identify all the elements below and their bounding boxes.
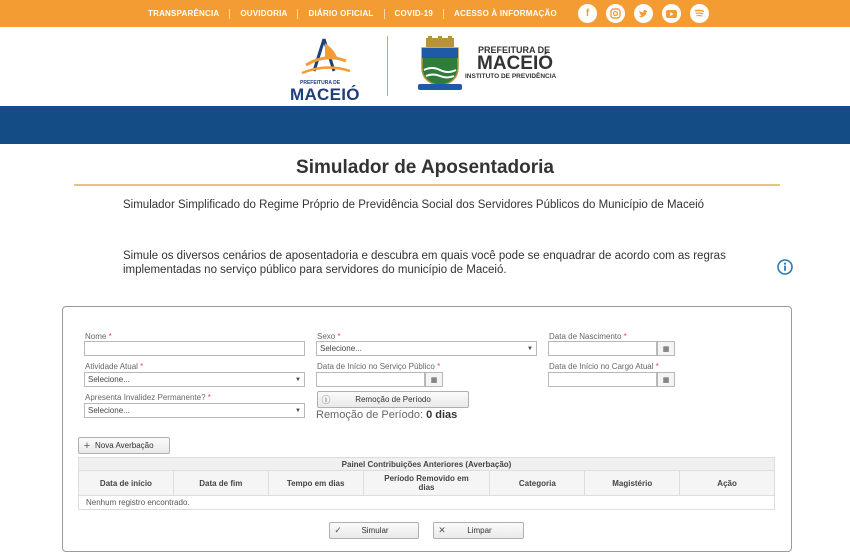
nova-averbacao-label: Nova Averbação bbox=[95, 441, 154, 450]
prefeitura-line2: MACEIÓ bbox=[477, 53, 553, 74]
inicio-servico-input[interactable] bbox=[316, 372, 425, 387]
top-bar bbox=[0, 0, 850, 27]
header-divider bbox=[387, 36, 388, 96]
nav-link-covid[interactable]: COVID-19 bbox=[385, 9, 445, 19]
nome-input-field[interactable] bbox=[88, 342, 304, 355]
required-marker: * bbox=[207, 393, 211, 402]
maceio-logo[interactable] bbox=[288, 35, 364, 104]
column-header[interactable]: Categoria bbox=[490, 471, 585, 495]
column-header[interactable]: Tempo em dias bbox=[269, 471, 364, 495]
invalidez-select-value: Selecione... bbox=[88, 406, 130, 415]
column-header[interactable]: Período Removido em dias bbox=[364, 471, 491, 495]
limpar-button[interactable] bbox=[433, 522, 524, 539]
required-marker: * bbox=[623, 332, 627, 341]
nascimento-label-text: Data de Nascimento bbox=[549, 332, 622, 341]
maceio-logo-mark bbox=[288, 35, 364, 81]
required-marker: * bbox=[108, 332, 112, 341]
page-title: Simulador de Aposentadoria bbox=[296, 157, 554, 178]
remocao-summary bbox=[316, 409, 457, 421]
sexo-label-text: Sexo bbox=[317, 332, 336, 341]
nav-link-ouvidoria[interactable]: OUVIDORIA bbox=[230, 9, 298, 19]
nav-link-acesso-informacao[interactable]: ACESSO À INFORMAÇÃO bbox=[454, 8, 557, 18]
invalidez-label-text: Apresenta Invalidez Permanente? bbox=[85, 393, 206, 402]
prefeitura-line3: INSTITUTO DE PREVIDÊNCIA bbox=[465, 73, 557, 80]
title-rule bbox=[74, 184, 780, 186]
spotify-icon[interactable] bbox=[690, 4, 709, 23]
nome-input[interactable] bbox=[84, 341, 305, 356]
info-circle-icon: ⓘ bbox=[321, 395, 331, 405]
logo-big-text: MACEIÓ bbox=[290, 85, 360, 104]
social-links bbox=[578, 0, 709, 27]
chevron-down-icon: ▼ bbox=[527, 345, 533, 352]
nascimento-input-field[interactable] bbox=[552, 342, 656, 355]
site-header bbox=[0, 27, 850, 106]
description-2: Simule os diversos cenários de aposentadoria e descubra em quais você pode se enquadrar de acordo com as regras implementadas no serviço público para servidores do município de Maceió. bbox=[123, 250, 726, 276]
inicio-cargo-input[interactable] bbox=[548, 372, 657, 387]
invalidez-select[interactable] bbox=[84, 403, 305, 418]
nova-averbacao-button[interactable] bbox=[78, 437, 170, 454]
sexo-label bbox=[317, 332, 341, 341]
inicio-cargo-label-text: Data de Início no Cargo Atual bbox=[549, 362, 654, 371]
required-marker: * bbox=[437, 362, 441, 371]
required-marker: * bbox=[655, 362, 659, 371]
simular-button-label: Simular bbox=[361, 526, 389, 535]
atividade-select-value: Selecione... bbox=[88, 375, 130, 384]
inicio-cargo-input-field[interactable] bbox=[552, 373, 656, 386]
plus-icon: + bbox=[83, 439, 91, 452]
column-header[interactable]: Magistério bbox=[585, 471, 680, 495]
remocao-periodo-button[interactable] bbox=[317, 391, 469, 408]
nascimento-input[interactable] bbox=[548, 341, 657, 356]
calendar-icon[interactable]: ▦ bbox=[425, 372, 443, 387]
calendar-icon[interactable]: ▦ bbox=[657, 341, 675, 356]
info-icon[interactable] bbox=[777, 259, 793, 275]
twitter-icon[interactable] bbox=[634, 4, 653, 23]
averbacao-table bbox=[78, 457, 775, 510]
nome-label bbox=[85, 332, 112, 341]
nome-label-text: Nome bbox=[85, 332, 107, 341]
blue-banner bbox=[0, 106, 850, 144]
sexo-select[interactable] bbox=[316, 341, 537, 356]
top-nav bbox=[138, 0, 567, 27]
table-empty-message: Nenhum registro encontrado. bbox=[78, 496, 775, 510]
column-header[interactable]: Data de fim bbox=[174, 471, 269, 495]
remocao-summary-label: Remoção de Período: bbox=[316, 409, 424, 421]
instagram-icon[interactable] bbox=[606, 4, 625, 23]
sexo-select-value: Selecione... bbox=[320, 344, 362, 353]
atividade-select[interactable] bbox=[84, 372, 305, 387]
atividade-label-text: Atividade Atual bbox=[85, 362, 138, 371]
prefeitura-title bbox=[465, 45, 556, 80]
atividade-label bbox=[85, 362, 143, 371]
column-header[interactable]: Data de início bbox=[79, 471, 174, 495]
facebook-icon[interactable]: f bbox=[578, 4, 597, 23]
prefeitura-line1: PREFEITURA DE bbox=[478, 45, 551, 55]
inicio-servico-label bbox=[317, 362, 440, 371]
nascimento-label bbox=[549, 332, 627, 341]
column-header[interactable]: Ação bbox=[680, 471, 775, 495]
required-marker: * bbox=[337, 332, 341, 341]
remocao-periodo-button-label: Remoção de Período bbox=[355, 395, 431, 404]
description-1: Simulador Simplificado do Regime Próprio de Previdência Social dos Servidores Públicos do Município de Maceió bbox=[123, 199, 705, 211]
inicio-servico-label-text: Data de Início no Serviço Público bbox=[317, 362, 435, 371]
city-crest-icon bbox=[416, 36, 464, 92]
invalidez-label bbox=[85, 393, 211, 402]
inicio-cargo-label bbox=[549, 362, 659, 371]
inicio-servico-input-field[interactable] bbox=[320, 373, 424, 386]
required-marker: * bbox=[140, 362, 144, 371]
close-icon: ✕ bbox=[438, 525, 446, 535]
checkmark-icon: ✓ bbox=[334, 525, 342, 535]
chevron-down-icon: ▼ bbox=[295, 376, 301, 383]
remocao-summary-value: 0 dias bbox=[426, 409, 458, 421]
simular-button[interactable] bbox=[329, 522, 419, 539]
nav-link-transparencia[interactable]: TRANSPARÊNCIA bbox=[138, 9, 230, 19]
chevron-down-icon: ▼ bbox=[295, 407, 301, 414]
table-caption: Painel Contribuições Anteriores (Averbação) bbox=[78, 457, 775, 471]
youtube-icon[interactable] bbox=[662, 4, 681, 23]
nav-link-diario-oficial[interactable]: DIÁRIO OFICIAL bbox=[298, 9, 384, 19]
limpar-button-label: Limpar bbox=[467, 526, 492, 535]
calendar-icon[interactable]: ▦ bbox=[657, 372, 675, 387]
table-header bbox=[78, 471, 775, 496]
logo-small-text: PREFEITURA DE bbox=[300, 80, 341, 86]
